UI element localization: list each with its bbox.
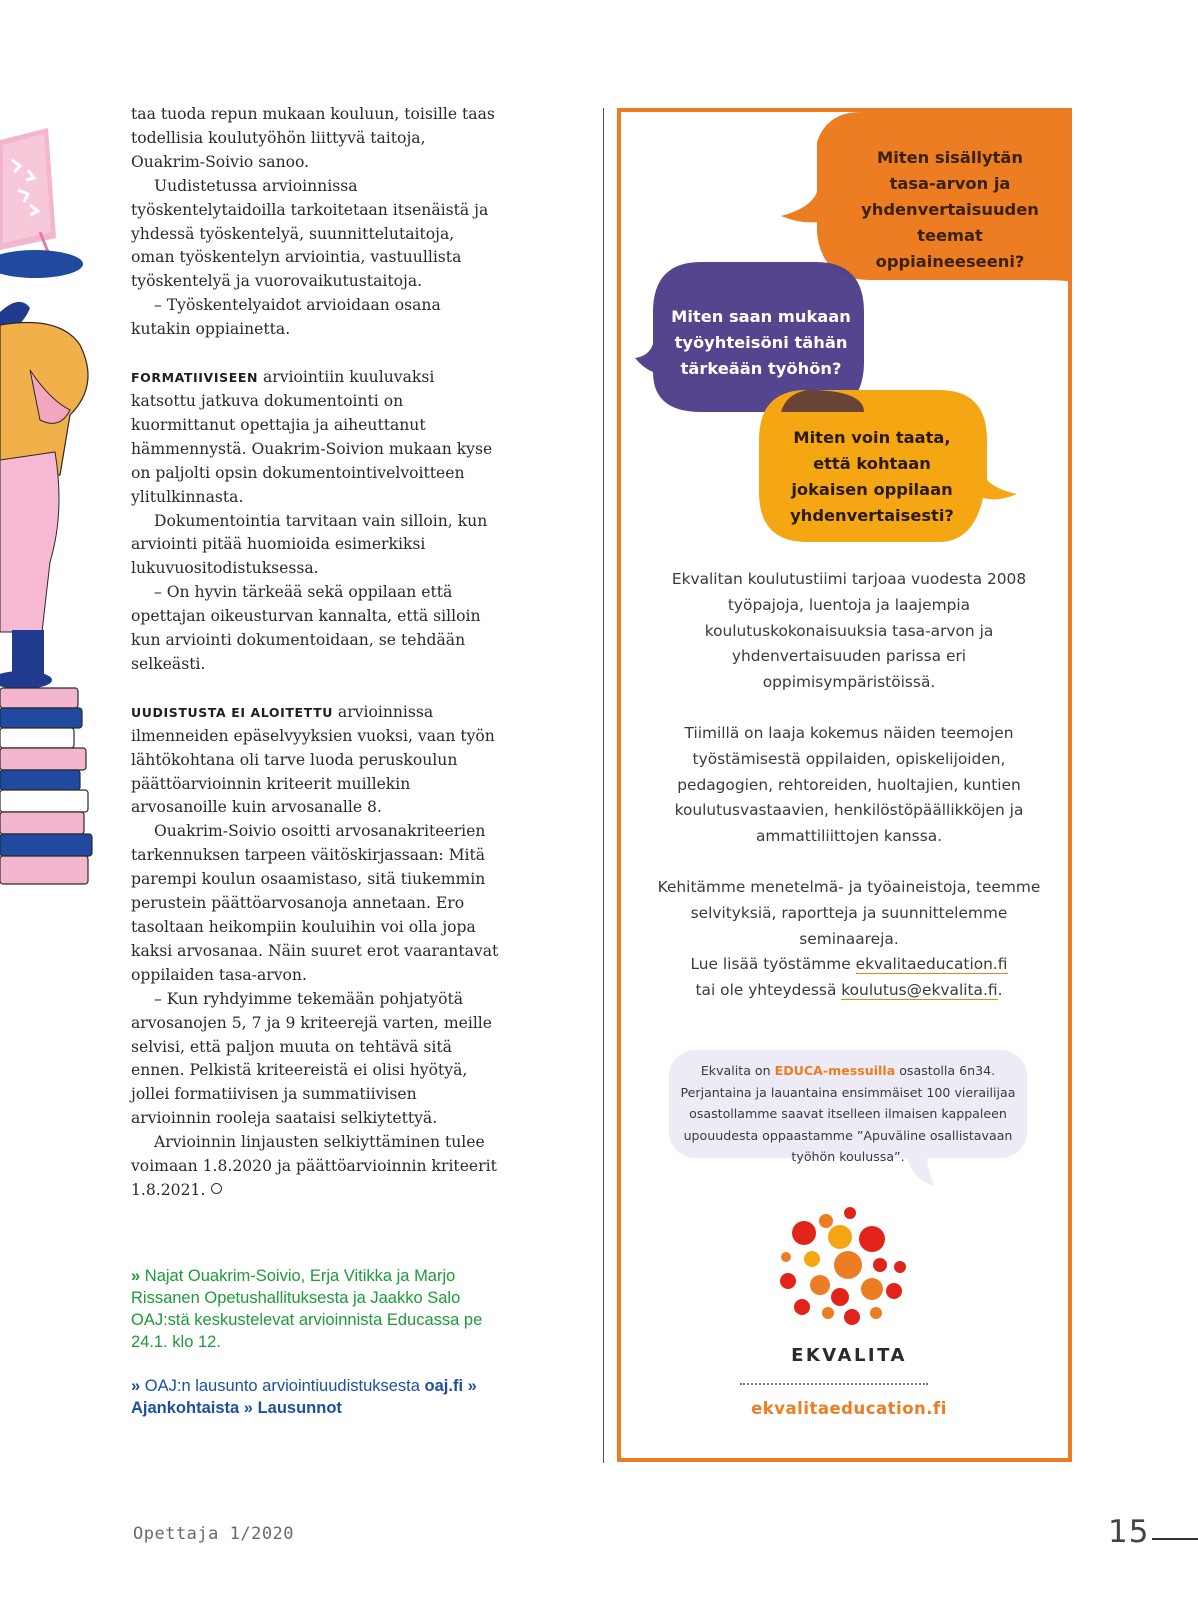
ad-paragraph: Ekvalitan koulutustiimi tarjoaa vuodesta 2008 työpajoja, luentoja ja laajempia koulutuskokonaisuuksia tasa-arvon ja yhdenvertaisuuden parissa eri oppimisympäristöissä.	[671, 570, 1027, 692]
end-mark-icon	[211, 1183, 222, 1194]
ekvalita-ad	[617, 108, 1072, 1462]
bubble-question-orange: Miten sisällytän tasa-arvon ja yhdenvertaisuuden teemat oppiaineeseeni?	[861, 148, 1039, 271]
footer-url-link[interactable]: ekvalitaeducation.fi	[751, 1399, 947, 1418]
ad-paragraph: Lue lisää työstämme ekvalitaeducation.fi	[690, 955, 1008, 974]
email-link[interactable]: koulutus@ekvalita.fi	[841, 981, 998, 1000]
oaj-link[interactable]: oaj.fi	[424, 1377, 464, 1395]
educa-info-box: Ekvalita on EDUCA-messuilla osastolla 6n34. Perjantaina ja lauantaina ensimmäiset 100 vierailijaa osastollamme saavat itselleen ilmaisen kappaleen upouudesta oppaastamme ”Apuväline osallistavaan työhön koulussa”.	[669, 1050, 1027, 1158]
info-box-tail	[901, 1152, 941, 1186]
article-paragraph: FORMATIIVISEEN arviointiin kuuluvaksi katsottu jatkuva dokumentointi on kuormittanut opettajia ja aiheuttanut hämmennystä. Ouakrim-Soivion mukaan kyse on paljolti opsin dokumentointivelvoitteen ylitulkinnasta.	[131, 368, 493, 506]
educa-highlight: EDUCA-messuilla	[774, 1063, 896, 1078]
ekvalita-logo-icon	[776, 1207, 906, 1327]
dotted-divider	[740, 1383, 928, 1385]
article-body	[131, 103, 499, 1203]
event-note: » Najat Ouakrim-Soivio, Erja Vitikka ja Marjo Rissanen Opetushallituksesta ja Jaakko Salo OAJ:stä keskustelevat arvioinnista Educassa pe 24.1. klo 12.	[131, 1267, 483, 1351]
section-lead: UUDISTUSTA EI ALOITETTU	[131, 704, 333, 720]
ad-paragraph: Kehitämme menetelmä- ja työaineistoja, teemme selvityksiä, raportteja ja suunnittelemme seminaareja.	[657, 877, 1041, 948]
article-paragraph: Arvioinnin linjausten selkiyttäminen tulee voimaan 1.8.2020 ja päättöarvioinnin kriteerit 1.8.2021.	[131, 1133, 497, 1199]
ad-paragraph: tai ole yhteydessä koulutus@ekvalita.fi.	[695, 981, 1003, 1000]
article-paragraph: – Kun ryhdyimme tekemään pohjatyötä arvosanojen 5, 7 ja 9 kriteerejä varten, meille selvisi, että paljon muuta on tehtävä sitä ennen. Pelkistä kriteereistä ei olisi hyötyä, jollei formatiivisen ja summatiivisen arvioinnin rooleja saataisi selkiytettyä.	[131, 989, 493, 1128]
statement-note: » OAJ:n lausunto arviointiuudistuksesta oaj.fi » Ajankohtaista » Lausunnot	[131, 1377, 477, 1417]
bubble-question-purple: Miten saan mukaan työyhteisöni tähän tärkeään työhön?	[671, 307, 851, 378]
section-lead: FORMATIIVISEEN	[131, 370, 259, 386]
article-paragraph: Uudistetussa arvioinnissa työskentelytaidoilla tarkoitetaan itsenäistä ja yhdessä työskentelyä, suunnittelutaitoja, oman työskentelyn arviointia, vastuullista työskentelyä ja vuorovaikutustaitoja.	[131, 176, 489, 291]
article-paragraph: Ouakrim-Soivio osoitti arvosanakriteerien tarkennuksen tarpeen väitöskirjassaan: Mitä parempi koulun osaamistaso, sitä tiukemmin perustein päättöarvosanoja annetaan. Ero tasoltaan heikompiin kouluihin voi olla jopa kaksi arvosanaa. Näin suuret erot vaarantavat oppilaiden tasa-arvon.	[131, 822, 499, 984]
book-stack	[0, 688, 92, 884]
article-paragraph: – On hyvin tärkeää sekä oppilaan että opettajan oikeusturvan kannalta, että silloin kun arviointi dokumentoidaan, se tehdään selkeästi.	[131, 583, 481, 673]
ad-paragraph: Tiimillä on laaja kokemus näiden teemojen työstämisestä oppilaiden, opiskelijoiden, pedagogien, rehtoreiden, huoltajien, kuntien koulutusvastaavien, henkilöstöpäällikköjen ja ammattiliittojen kanssa.	[674, 723, 1024, 846]
event-notes	[131, 1265, 501, 1419]
easel-screen	[0, 128, 83, 278]
column-divider	[603, 108, 604, 1463]
article-paragraph: – Työskentelyaidot arvioidaan osana kutakin oppiainetta.	[131, 296, 441, 339]
article-paragraph: UUDISTUSTA EI ALOITETTU arvioinnissa ilmenneiden epäselvyyksien vuoksi, vaan työn lähtökohtana oli tarve luoda peruskoulun päättöarvioinnin kriteerit muillekin arvosanoille kuin arvosanalle 8.	[131, 702, 495, 817]
illustration-person-on-books	[0, 0, 110, 900]
page-number-rule	[1152, 1538, 1198, 1540]
page-number: 15	[1108, 1514, 1150, 1550]
bubble-question-yellow: Miten voin taata, että kohtaan jokaisen oppilaan yhdenvertaisesti?	[790, 428, 954, 525]
person-figure	[0, 302, 88, 689]
article-paragraph: Dokumentointia tarvitaan vain silloin, kun arviointi pitää huomioida esimerkiksi lukuvuositodistuksessa.	[131, 511, 488, 578]
website-link[interactable]: ekvalitaeducation.fi	[855, 955, 1008, 974]
logo-wordmark: EKVALITA	[791, 1345, 907, 1366]
lausunnot-link[interactable]: Lausunnot	[257, 1399, 342, 1417]
article-paragraph: taa tuoda repun mukaan kouluun, toisille taas todellisia koulutyöhön liittyvä taitoja, Ouakrim-Soivio sanoo.	[131, 105, 495, 171]
ad-body	[649, 567, 1049, 1004]
magazine-issue: Opettaja 1/2020	[133, 1524, 295, 1544]
ajankohtaista-link[interactable]: Ajankohtaista	[131, 1399, 240, 1417]
